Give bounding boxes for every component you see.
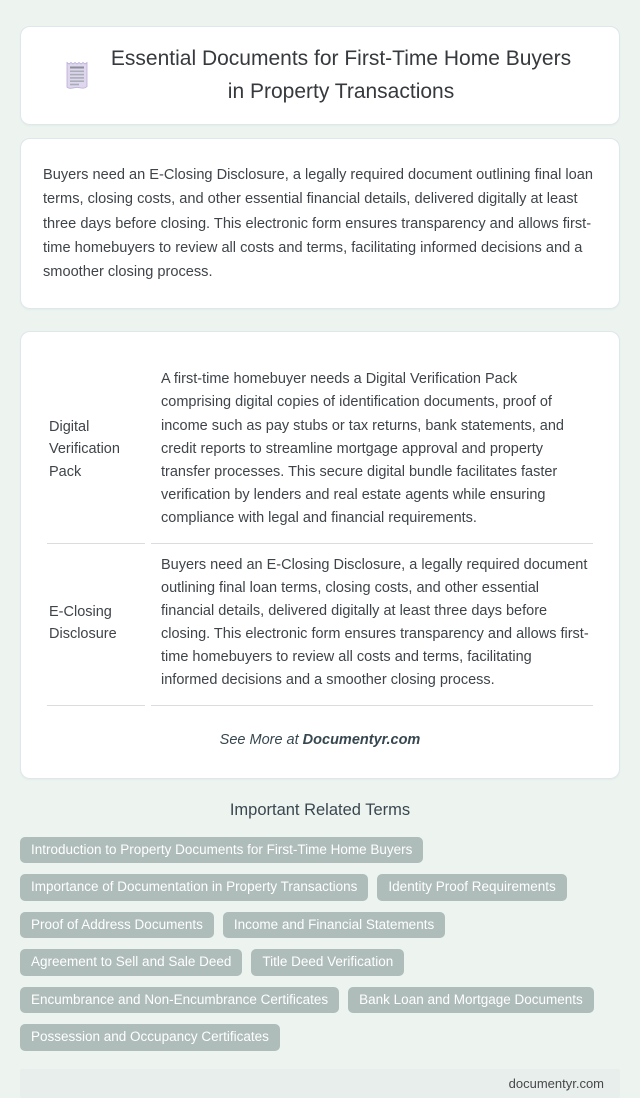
related-term-tag[interactable]: Possession and Occupancy Certificates xyxy=(20,1024,280,1051)
related-term-tag[interactable]: Identity Proof Requirements xyxy=(377,874,566,901)
document-description: Buyers need an E-Closing Disclosure, a legally required document outlining final loan terms, closing costs, and other essential financial details, delivered digitally at least three days before closing. This electronic form ensures transparency and allows first-time homebuyers to review all costs and terms, facilitating informed decisions and a smoother closing process. xyxy=(151,544,593,706)
related-term-tag[interactable]: Income and Financial Statements xyxy=(223,912,445,939)
receipt-icon xyxy=(64,61,90,91)
footer-site-label: documentyr.com xyxy=(508,1075,604,1091)
page-title: Essential Documents for First-Time Home Buyers in Property Transactions xyxy=(110,47,572,103)
document-term: Digital Verification Pack xyxy=(47,358,145,543)
documents-table-card xyxy=(20,331,620,778)
related-term-tag[interactable]: Agreement to Sell and Sale Deed xyxy=(20,949,242,976)
see-more-prefix: See More at xyxy=(219,731,303,748)
related-terms-list xyxy=(20,837,620,1051)
table-row xyxy=(47,544,593,706)
document-term: E-Closing Disclosure xyxy=(47,544,145,706)
summary-text: Buyers need an E-Closing Disclosure, a legally required document outlining final loan terms, closing costs, and other essential financial details, delivered digitally at least three days before closing. This electronic form ensures transparency and allows first-time homebuyers to review all costs and terms, facilitating informed decisions and a smoother closing process. xyxy=(43,167,594,280)
related-term-tag[interactable]: Encumbrance and Non-Encumbrance Certificates xyxy=(20,987,339,1014)
related-terms-heading: Important Related Terms xyxy=(229,800,411,819)
related-term-tag[interactable]: Title Deed Verification xyxy=(251,949,404,976)
documents-table xyxy=(41,358,599,705)
see-more-line xyxy=(41,732,599,748)
related-term-tag[interactable]: Proof of Address Documents xyxy=(20,912,214,939)
document-description: A first-time homebuyer needs a Digital Verification Pack comprising digital copies of identification documents, proof of income such as pay stubs or tax returns, bank statements, and credit reports to streamline mortgage approval and property transfer processes. This secure digital bundle facilitates faster verification by lenders and real estate agents while ensuring compliance with legal and financial requirements. xyxy=(151,358,593,543)
header-card xyxy=(20,26,620,125)
see-more-site-link[interactable]: Documentyr.com xyxy=(302,731,421,748)
related-term-tag[interactable]: Bank Loan and Mortgage Documents xyxy=(348,987,594,1014)
related-term-tag[interactable]: Importance of Documentation in Property Transactions xyxy=(20,874,368,901)
related-term-tag[interactable]: Introduction to Property Documents for First-Time Home Buyers xyxy=(20,837,423,864)
footer-bar xyxy=(20,1069,620,1098)
table-row xyxy=(47,358,593,543)
summary-card xyxy=(20,138,620,309)
